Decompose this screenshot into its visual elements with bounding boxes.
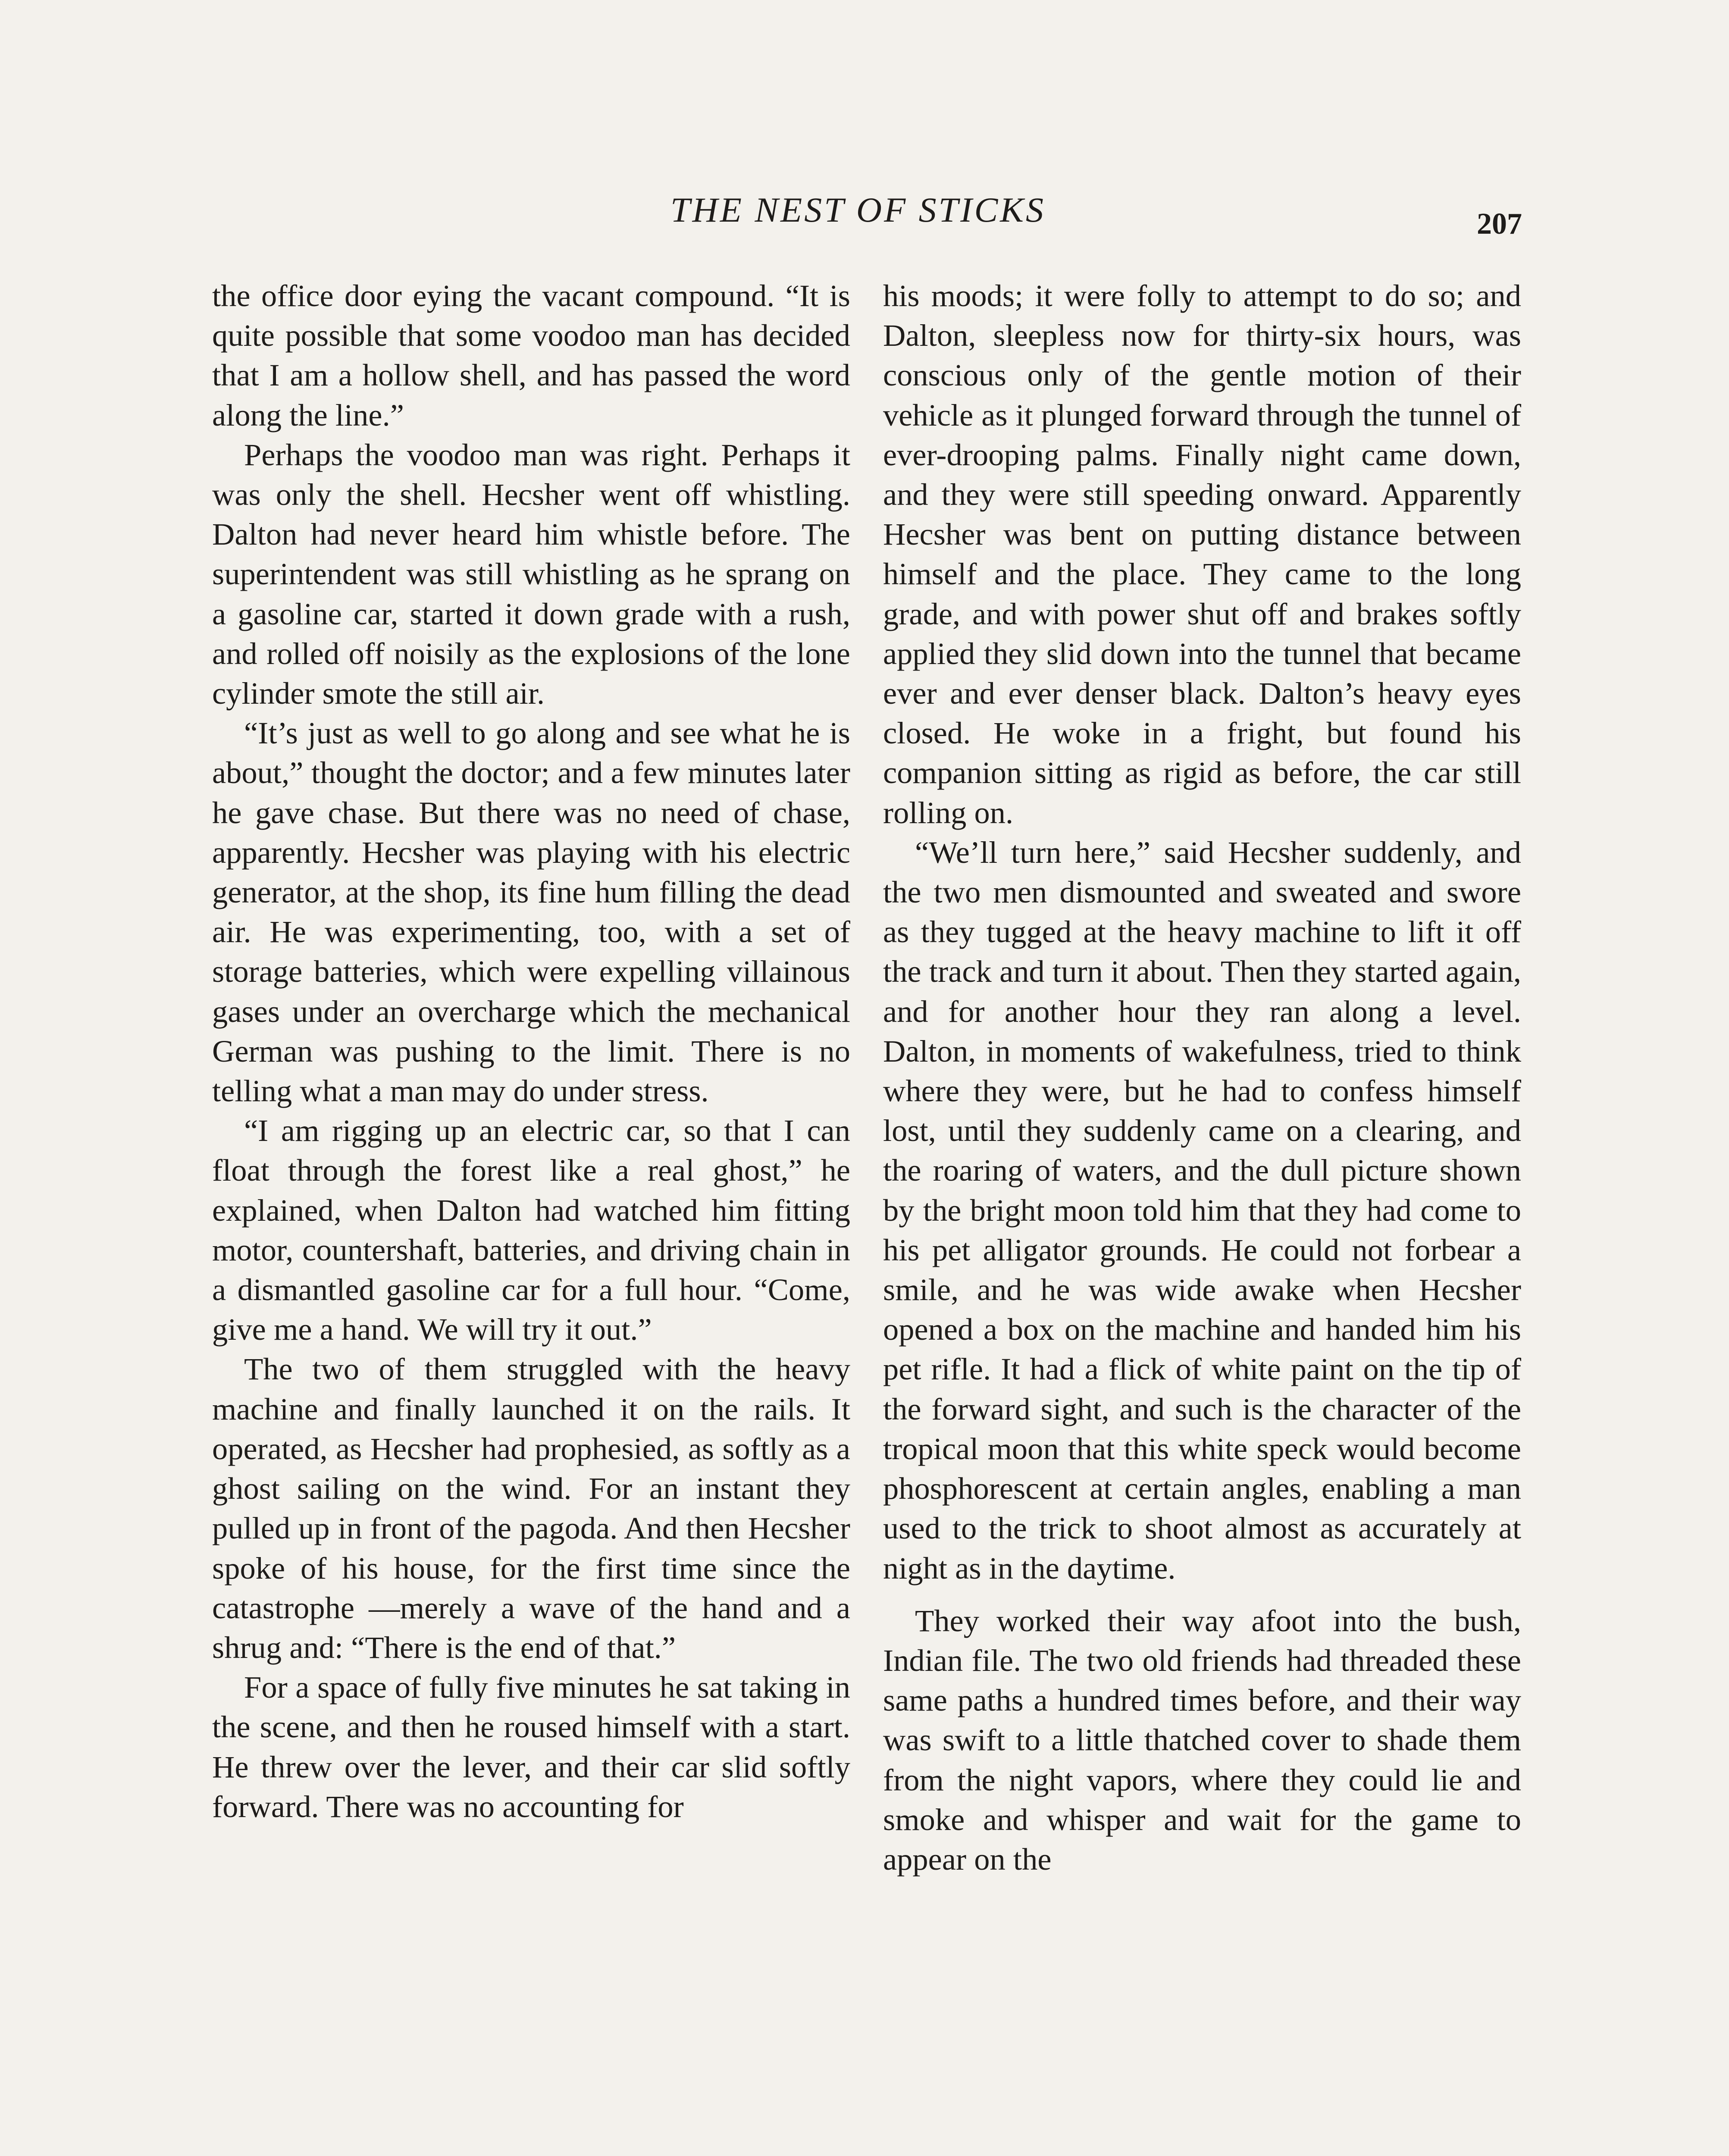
- right-text-column: [883, 276, 1521, 2156]
- running-title: THE NEST OF STICKS: [670, 190, 1046, 229]
- page-number: 207: [1477, 207, 1522, 241]
- paragraph: “It’s just as well to go along and see what he is about,” thought the doctor; and a few minutes later he gave chase. But there was no need of chase, apparently. Hecsher was playing with his electric generator, at the shop, its fine hum filling the dead air. He was experimenting, too, with a set of storage batteries, which were expelling villainous gases under an overcharge which the mechanical German was pushing to the limit. There is no telling what a man may do under stress.: [212, 715, 850, 1109]
- paragraph: They worked their way afoot into the bush, Indian file. The two old friends had threaded these same paths a hundred times before, and their way was swift to a little thatched cover to shade them from the night vapors, where they could lie and smoke and whisper and wait for the game to appear on the: [883, 1603, 1521, 1877]
- paragraph: the office door eying the vacant compound. “It is quite possible that some voodoo man has decided that I am a hollow shell, and has passed the word along the line.”: [212, 278, 850, 432]
- paragraph: The two of them struggled with the heavy machine and finally launched it on the rails. It operated, as Hecsher had prophesied, as softly as a ghost sailing on the wind. For an instant they pulled up in front of the pagoda. And then Hecsher spoke of his house, for the first time since the catastrophe —merely a wave of the hand and a shrug and: “There is the end of that.”: [212, 1351, 850, 1665]
- paragraph: For a space of fully five minutes he sat taking in the scene, and then he roused himself with a start. He threw over the lever, and their car slid softly forward. There was no accounting for: [212, 1670, 850, 1824]
- left-text-column: [212, 276, 850, 2156]
- paragraph: Perhaps the voodoo man was right. Perhaps it was only the shell. Hecsher went off whistling. Dalton had never heard him whistle before. The superintendent was still whistling as he sprang on a gasoline car, started it down grade with a rush, and rolled off noisily as the explosions of the lone cylinder smote the still air.: [212, 437, 850, 711]
- paragraph: “We’ll turn here,” said Hecsher suddenly, and the two men dismounted and sweated and swore as they tugged at the heavy machine to lift it off the track and turn it about. Then they started again, and for another hour they ran along a level. Dalton, in moments of wakefulness, tried to think where they were, but he had to confess himself lost, until they suddenly came on a clearing, and the roaring of waters, and the dull picture shown by the bright moon told him that they had come to his pet alligator grounds. He could not forbear a smile, and he was wide awake when Hecsher opened a box on the machine and handed him his pet rifle. It had a flick of white paint on the tip of the forward sight, and such is the character of the tropical moon that this white speck would become phosphorescent at certain angles, enabling a man used to the trick to shoot almost as accurately at night as in the daytime.: [883, 834, 1521, 1586]
- paragraph: “I am rigging up an electric car, so that I can float through the forest like a real ghost,” he explained, when Dalton had watched him fitting motor, countershaft, batteries, and driving chain in a dismantled gasoline car for a full hour. “Come, give me a hand. We will try it out.”: [212, 1113, 850, 1347]
- paragraph: his moods; it were folly to attempt to do so; and Dalton, sleepless now for thirty-six hours, was conscious only of the gentle motion of their vehicle as it plunged forward through the tunnel of ever-drooping palms. Finally night came down, and they were still speeding onward. Apparently Hecsher was bent on putting distance between himself and the place. They came to the long grade, and with power shut off and brakes softly applied they slid down into the tunnel that became ever and ever denser black. Dalton’s heavy eyes closed. He woke in a fright, but found his companion sitting as rigid as before, the car still rolling on.: [883, 278, 1521, 830]
